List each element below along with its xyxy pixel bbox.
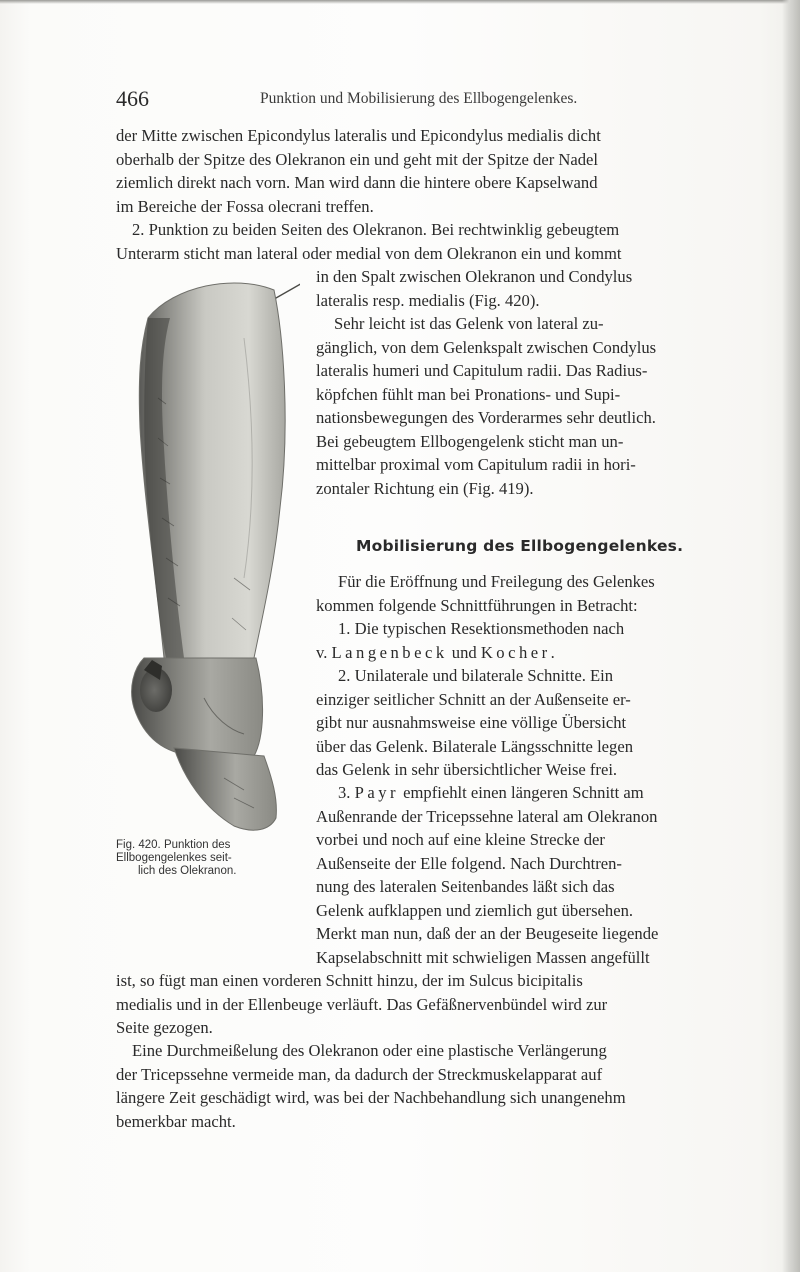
text-line <box>316 641 686 665</box>
paragraph-payr-continued <box>116 969 686 1040</box>
paragraph-schnitte <box>316 664 686 782</box>
caption-line: Ellbogengelenkes seit- <box>116 852 232 864</box>
text-line: 2. Punktion zu beiden Seiten des Olekranon. Bei rechtwinklig gebeugtem <box>132 220 620 239</box>
text-line: der Mitte zwischen Epicondylus lateralis und Epicondylus medialis dicht <box>116 126 601 145</box>
caption-line: lich des Olekranon. <box>138 865 237 877</box>
text-line: kommen folgende Schnittführungen in Betracht: <box>316 595 638 615</box>
text-line <box>316 781 686 805</box>
running-head: Punktion und Mobilisierung des Ellbogengelenkes. <box>260 90 578 107</box>
text-line: der Tricepssehne vermeide man, da dadurch der Streckmuskelapparat auf <box>116 1064 603 1084</box>
paragraph-resektionsmethoden <box>316 617 686 664</box>
text-line: bemerkbar macht. <box>116 1111 236 1131</box>
text-line: Seite gezogen. <box>116 1018 213 1037</box>
paragraph-punktion-2-continued <box>316 265 686 312</box>
section-heading: Mobilisierung des Ellbogengelenkes. <box>356 537 684 555</box>
paragraph-mobilisierung-intro <box>316 570 686 617</box>
page-header <box>116 86 676 116</box>
text-fragment: empfiehlt einen längeren Schnitt am <box>399 783 644 802</box>
text-line: Gelenk aufklappen und ziemlich gut übersehen. <box>316 900 634 920</box>
arm-illustration-icon <box>104 278 300 838</box>
text-line: lateralis resp. medialis (Fig. 420). <box>316 290 540 310</box>
text-line: im Bereiche der Fossa olecrani treffen. <box>116 196 374 216</box>
author-name: Payr <box>354 783 400 802</box>
text-line: Eine Durchmeißelung des Olekranon oder eine plastische Verlängerung <box>132 1041 607 1060</box>
figure-420 <box>104 278 300 838</box>
text-line: vorbei und noch auf eine kleine Strecke der <box>316 830 605 849</box>
paragraph-punktion-1 <box>116 124 686 218</box>
text-fragment: v. <box>316 642 332 662</box>
text-line: über das Gelenk. Bilaterale Längsschnitte legen <box>316 736 634 756</box>
text-line: Sehr leicht ist das Gelenk von lateral zu- <box>334 314 604 333</box>
text-line: einziger seitlicher Schnitt an der Außenseite er- <box>316 689 631 709</box>
paragraph-payr <box>316 781 686 969</box>
page-top-edge <box>0 0 800 4</box>
text-line: nung des lateralen Seitenbandes läßt sich das <box>316 877 615 896</box>
paragraph-punktion-2 <box>116 218 686 265</box>
text-line: 1. Die typischen Resektionsmethoden nach <box>338 619 625 638</box>
text-line: Außenseite der Elle folgend. Nach Durchtren- <box>316 853 622 873</box>
author-name: Langenbeck <box>331 642 448 662</box>
text-fragment: 3. <box>338 783 355 802</box>
text-line: köpfchen fühlt man bei Pronations- und Supi- <box>316 384 621 404</box>
figure-caption <box>116 839 312 878</box>
text-line: Kapselabschnitt mit schwieligen Massen angefüllt <box>316 947 650 967</box>
text-line: gibt nur ausnahmsweise eine völlige Übersicht <box>316 713 627 732</box>
text-line: ist, so fügt man einen vorderen Schnitt hinzu, der im Sulcus bicipitalis <box>116 971 583 990</box>
text-line: längere Zeit geschädigt wird, was bei der Nachbehandlung sich unangenehm <box>116 1088 626 1107</box>
text-line: das Gelenk in sehr übersichtlicher Weise frei. <box>316 760 618 779</box>
paragraph-lateral-access <box>316 312 686 500</box>
text-line: 2. Unilaterale und bilaterale Schnitte. Ein <box>338 666 614 685</box>
text-line: in den Spalt zwischen Olekranon und Condylus <box>316 267 633 286</box>
author-name: Kocher <box>480 642 551 662</box>
text-line: Für die Eröffnung und Freilegung des Gelenkes <box>338 572 655 591</box>
caption-line: Fig. 420. Punktion des <box>116 839 231 851</box>
text-line: medialis und in der Ellenbeuge verläuft. Das Gefäßnervenbündel wird zur <box>116 994 608 1014</box>
text-line: oberhalb der Spitze des Olekranon ein und geht mit der Spitze der Nadel <box>116 149 598 169</box>
paragraph-durchmeisselung <box>116 1039 686 1133</box>
page-number: 466 <box>116 86 149 111</box>
text-line: lateralis humeri und Capitulum radii. Das Radius- <box>316 361 648 380</box>
text-line: Bei gebeugtem Ellbogengelenk sticht man un- <box>316 431 624 451</box>
text-line: zontaler Richtung ein (Fig. 419). <box>316 478 534 498</box>
text-line: Außenrande der Tricepssehne lateral am Olekranon <box>316 806 658 826</box>
text-line: nationsbewegungen des Vorderarmes sehr deutlich. <box>316 408 656 427</box>
text-line: gänglich, von dem Gelenkspalt zwischen Condylus <box>316 337 657 357</box>
text-fragment: . <box>550 642 555 662</box>
page-gutter-shadow <box>782 0 800 1272</box>
text-fragment: und <box>447 642 481 662</box>
text-line: mittelbar proximal vom Capitulum radii in hori- <box>316 455 636 474</box>
text-line: Merkt man nun, daß der an der Beugeseite liegende <box>316 924 659 943</box>
text-line: ziemlich direkt nach vorn. Man wird dann die hintere obere Kapselwand <box>116 173 598 192</box>
text-line: Unterarm sticht man lateral oder medial von dem Olekranon ein und kommt <box>116 243 622 263</box>
